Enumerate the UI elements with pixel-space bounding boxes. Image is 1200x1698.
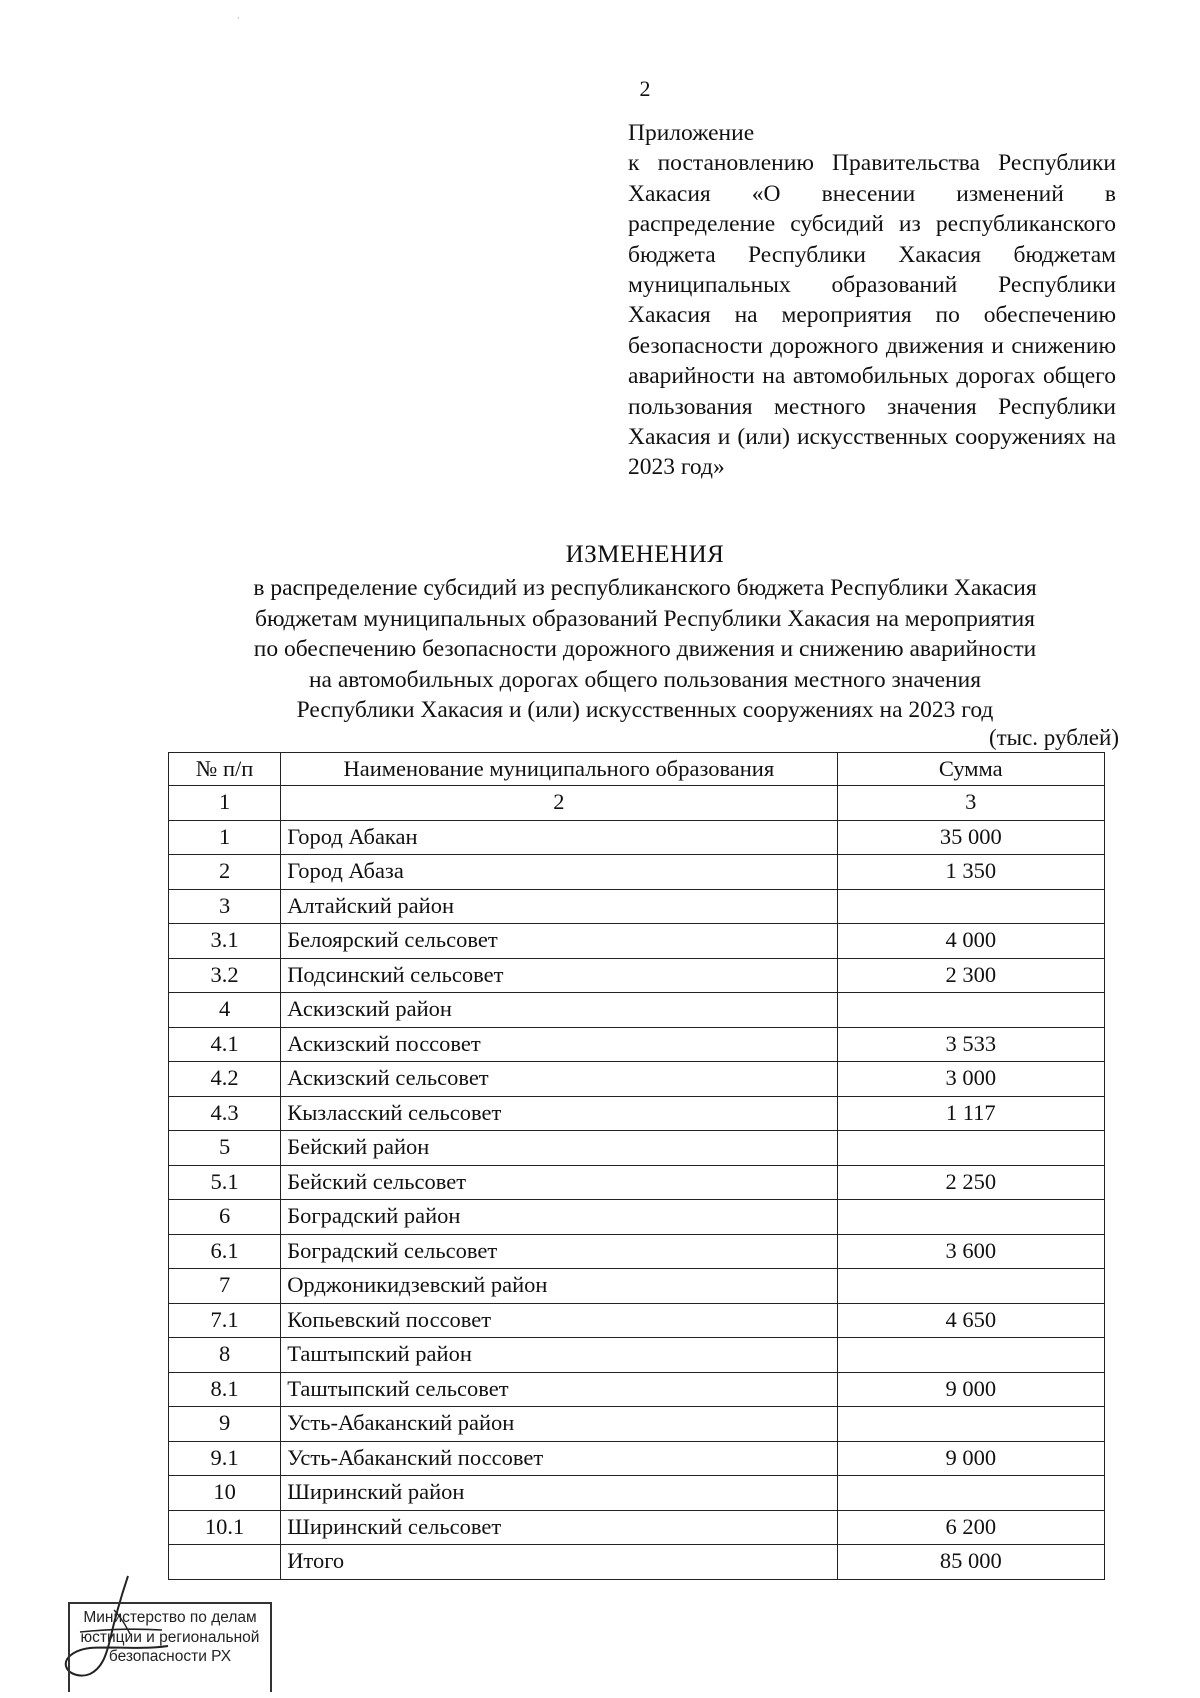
subtitle-line: на автомобильных дорогах общего пользования местного значения bbox=[308, 666, 982, 693]
row-number: 10 bbox=[169, 1476, 281, 1511]
row-sum: 1 350 bbox=[837, 855, 1104, 890]
table-row bbox=[169, 820, 1105, 855]
row-name: Боградский район bbox=[281, 1200, 837, 1235]
corner-mark: · bbox=[237, 14, 240, 23]
table-row bbox=[169, 1027, 1105, 1062]
table-column-numbers-row bbox=[169, 786, 1105, 821]
subsidy-table bbox=[168, 752, 1105, 1580]
row-sum: 4 650 bbox=[837, 1303, 1104, 1338]
table-row bbox=[169, 1372, 1105, 1407]
table-row bbox=[169, 993, 1105, 1028]
appendix-block bbox=[628, 118, 1116, 483]
table-row bbox=[169, 855, 1105, 890]
row-name: Орджоникидзевский район bbox=[281, 1269, 837, 1304]
row-number: 8 bbox=[169, 1338, 281, 1373]
row-name: Город Абакан bbox=[281, 820, 837, 855]
table-row bbox=[169, 1510, 1105, 1545]
table-row bbox=[169, 958, 1105, 993]
table-row bbox=[169, 1096, 1105, 1131]
stamp-line: безопасности РХ bbox=[108, 1648, 232, 1665]
subtitle-line: в распределение субсидий из республиканского бюджета Республики Хакасия bbox=[253, 575, 1037, 601]
row-sum: 4 000 bbox=[837, 924, 1104, 959]
row-sum: 85 000 bbox=[837, 1545, 1104, 1580]
row-name: Ширинский район bbox=[281, 1476, 837, 1511]
row-number: 7.1 bbox=[169, 1303, 281, 1338]
row-sum bbox=[837, 993, 1104, 1028]
row-number: 4.2 bbox=[169, 1062, 281, 1097]
column-number-1: 1 bbox=[169, 786, 281, 821]
row-name: Боградский сельсовет bbox=[281, 1234, 837, 1269]
row-name: Кызласский сельсовет bbox=[281, 1096, 837, 1131]
row-name: Итого bbox=[281, 1545, 837, 1580]
row-name: Таштыпский сельсовет bbox=[281, 1372, 837, 1407]
row-sum bbox=[837, 1131, 1104, 1166]
table-row bbox=[169, 889, 1105, 924]
row-name: Бейский сельсовет bbox=[281, 1165, 837, 1200]
row-sum: 3 533 bbox=[837, 1027, 1104, 1062]
table-header-row bbox=[169, 753, 1105, 786]
row-number: 2 bbox=[169, 855, 281, 890]
table-row bbox=[169, 1441, 1105, 1476]
row-number: 4.3 bbox=[169, 1096, 281, 1131]
header-number: № п/п bbox=[169, 753, 281, 786]
row-number: 5.1 bbox=[169, 1165, 281, 1200]
row-name: Ширинский сельсовет bbox=[281, 1510, 837, 1545]
row-name: Копьевский поссовет bbox=[281, 1303, 837, 1338]
stamp-line: Министерство по делам bbox=[83, 1609, 257, 1626]
document-title: ИЗМЕНЕНИЯ bbox=[565, 541, 725, 568]
row-number: 3 bbox=[169, 889, 281, 924]
row-sum: 35 000 bbox=[837, 820, 1104, 855]
table-row bbox=[169, 1165, 1105, 1200]
table-row bbox=[169, 1476, 1105, 1511]
row-name: Таштыпский район bbox=[281, 1338, 837, 1373]
table-row bbox=[169, 1338, 1105, 1373]
row-sum: 3 600 bbox=[837, 1234, 1104, 1269]
row-number: 3.2 bbox=[169, 958, 281, 993]
row-number: 4 bbox=[169, 993, 281, 1028]
row-sum: 3 000 bbox=[837, 1062, 1104, 1097]
table-row bbox=[169, 1407, 1105, 1442]
row-sum bbox=[837, 889, 1104, 924]
column-number-3: 3 bbox=[837, 786, 1104, 821]
row-sum: 9 000 bbox=[837, 1372, 1104, 1407]
row-number: 10.1 bbox=[169, 1510, 281, 1545]
row-sum bbox=[837, 1338, 1104, 1373]
row-sum: 9 000 bbox=[837, 1441, 1104, 1476]
row-name: Аскизский сельсовет bbox=[281, 1062, 837, 1097]
row-number: 6 bbox=[169, 1200, 281, 1235]
row-sum: 2 300 bbox=[837, 958, 1104, 993]
page-number: 2 bbox=[639, 76, 651, 101]
row-name: Подсинский сельсовет bbox=[281, 958, 837, 993]
row-sum bbox=[837, 1476, 1104, 1511]
row-name: Город Абаза bbox=[281, 855, 837, 890]
table-row bbox=[169, 1545, 1105, 1580]
table-row bbox=[169, 1269, 1105, 1304]
row-number: 9 bbox=[169, 1407, 281, 1442]
subtitle-line: Республики Хакасия и (или) искусственных сооружениях на 2023 год bbox=[296, 697, 994, 724]
row-name: Усть-Абаканский район bbox=[281, 1407, 837, 1442]
row-number: 3.1 bbox=[169, 924, 281, 959]
row-name: Бейский район bbox=[281, 1131, 837, 1166]
row-name: Аскизский район bbox=[281, 993, 837, 1028]
header-sum: Сумма bbox=[837, 753, 1104, 786]
header-name: Наименование муниципального образования bbox=[281, 753, 837, 786]
row-number: 6.1 bbox=[169, 1234, 281, 1269]
appendix-heading: Приложение bbox=[628, 120, 755, 146]
appendix-body: к постановлению Правительства Республики Хакасия «О внесении изменений в распределение субсидий из республиканского бюджета Республики Хакасия бюджетам муниципальных образований Республики Хакасия на мероприятия по обеспечению безопасности дорожного движения и снижению аварийности на автомобильных дорогах общего пользования местного значения Республики Хакасия и (или) искусственных сооружениях на 2023 год» bbox=[628, 150, 1116, 481]
table-row bbox=[169, 1131, 1105, 1166]
row-number: 9.1 bbox=[169, 1441, 281, 1476]
row-number: 4.1 bbox=[169, 1027, 281, 1062]
row-sum: 2 250 bbox=[837, 1165, 1104, 1200]
table-row bbox=[169, 1234, 1105, 1269]
row-sum: 1 117 bbox=[837, 1096, 1104, 1131]
table-body bbox=[169, 820, 1105, 1579]
table-row bbox=[169, 924, 1105, 959]
document-subtitle bbox=[160, 573, 1130, 726]
row-name: Белоярский сельсовет bbox=[281, 924, 837, 959]
row-name: Аскизский поссовет bbox=[281, 1027, 837, 1062]
stamp-line: юстиции и региональной bbox=[80, 1628, 260, 1646]
row-number: 5 bbox=[169, 1131, 281, 1166]
row-name: Алтайский район bbox=[281, 889, 837, 924]
row-name: Усть-Абаканский поссовет bbox=[281, 1441, 837, 1476]
row-sum: 6 200 bbox=[837, 1510, 1104, 1545]
subtitle-line: бюджетам муниципальных образований Республики Хакасия на мероприятия bbox=[255, 605, 1035, 632]
row-sum bbox=[837, 1269, 1104, 1304]
column-number-2: 2 bbox=[281, 786, 837, 821]
table-row bbox=[169, 1200, 1105, 1235]
unit-label: (тыс. рублей) bbox=[988, 725, 1119, 750]
subtitle-line: по обеспечению безопасности дорожного движения и снижению аварийности bbox=[253, 636, 1037, 663]
row-number: 7 bbox=[169, 1269, 281, 1304]
official-stamp bbox=[68, 1602, 272, 1692]
row-sum bbox=[837, 1200, 1104, 1235]
table-row bbox=[169, 1303, 1105, 1338]
row-sum bbox=[837, 1407, 1104, 1442]
table-row bbox=[169, 1062, 1105, 1097]
row-number: 1 bbox=[169, 820, 281, 855]
row-number bbox=[169, 1545, 281, 1580]
row-number: 8.1 bbox=[169, 1372, 281, 1407]
